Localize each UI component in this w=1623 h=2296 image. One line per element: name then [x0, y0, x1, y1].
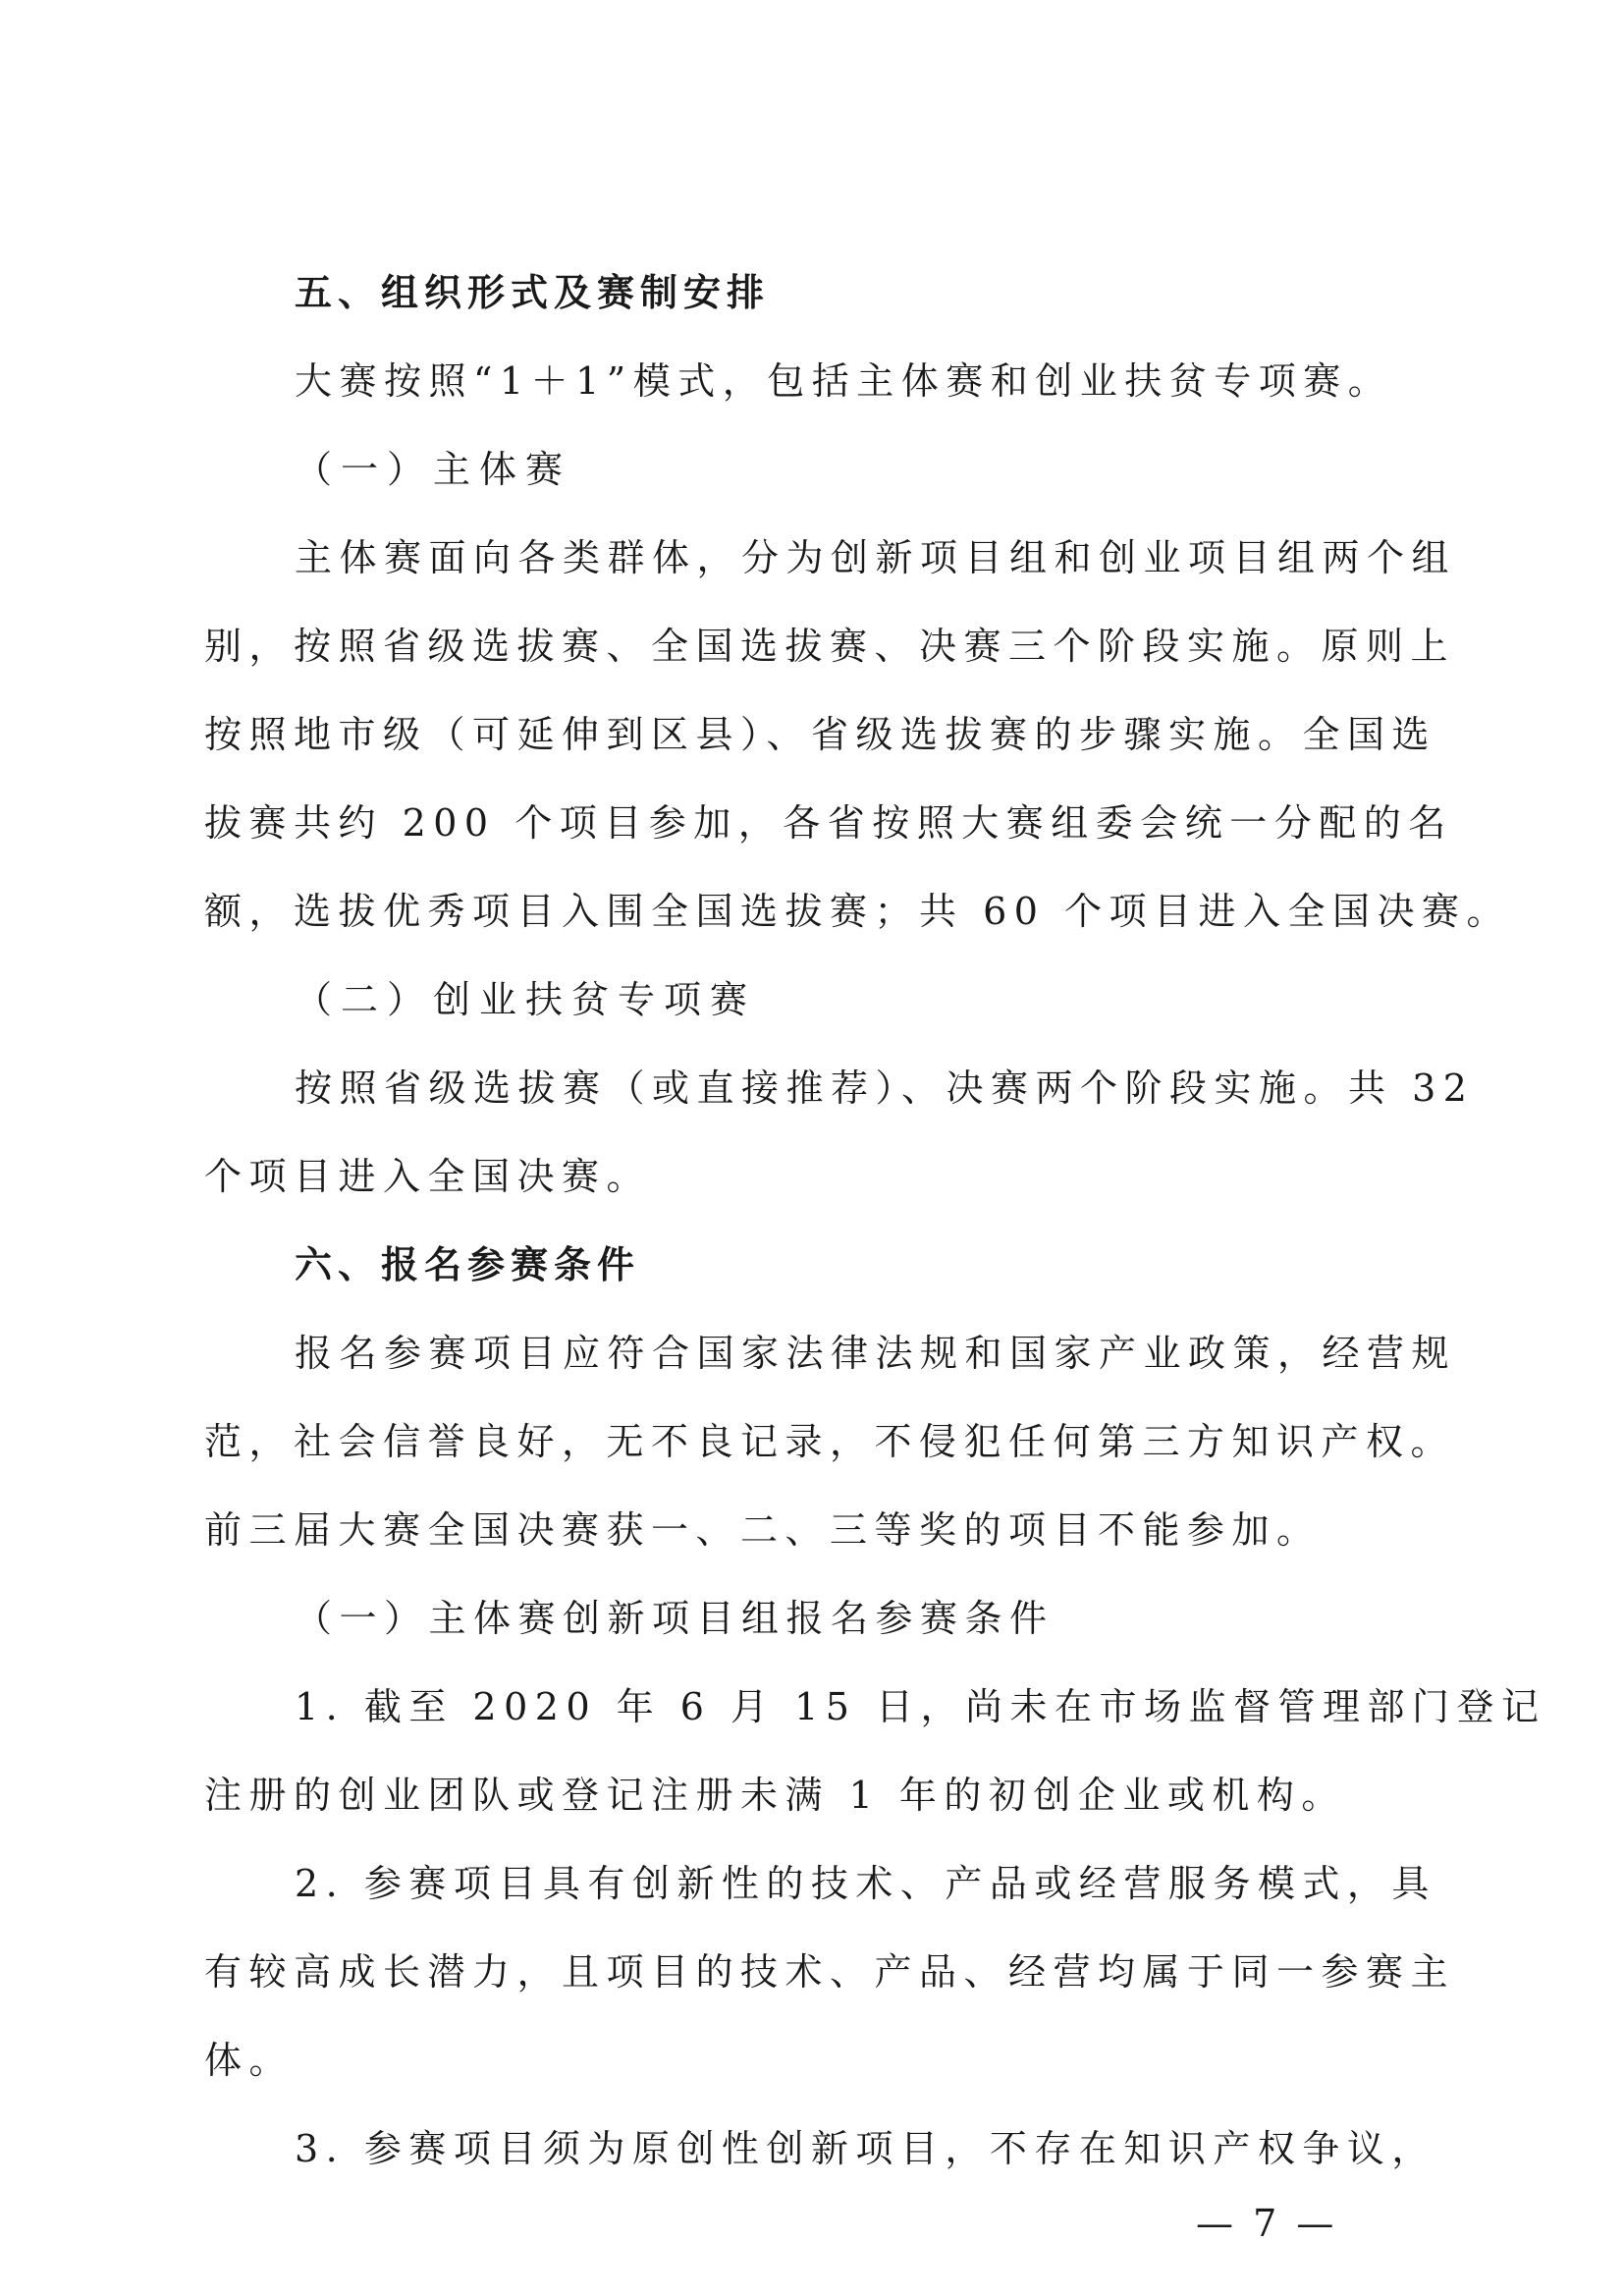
list-item-line: 有较高成长潜力，且项目的技术、产品、经营均属于同一参赛主 — [204, 1950, 1456, 1994]
paragraph-line: 额，选拔优秀项目入围全国选拔赛；共 60 个项目进入全国决赛。 — [204, 890, 1512, 933]
paragraph-line: 范，社会信誉良好，无不良记录，不侵犯任何第三方知识产权。 — [204, 1420, 1456, 1463]
subsection-title-main-competition: （一）主体赛 — [295, 448, 572, 491]
paragraph-line: 别，按照省级选拔赛、全国选拔赛、决赛三个阶段实施。原则上 — [204, 625, 1456, 668]
paragraph-line: 报名参赛项目应符合国家法律法规和国家产业政策，经营规 — [295, 1332, 1457, 1375]
section-heading-organization: 五、组织形式及赛制安排 — [295, 271, 771, 314]
page-number: — 7 — — [1196, 2202, 1338, 2245]
paragraph-line: 按照省级选拔赛（或直接推荐）、决赛两个阶段实施。共 32 — [295, 1066, 1475, 1110]
paragraph-line: 前三届大赛全国决赛获一、二、三等奖的项目不能参加。 — [204, 1508, 1322, 1552]
list-item-line: 3. 参赛项目须为原创性创新项目，不存在知识产权争议， — [295, 2127, 1436, 2170]
list-item-line: 注册的创业团队或登记注册未满 1 年的初创企业或机构。 — [204, 1774, 1346, 1817]
subsection-title-innovation-group: （一）主体赛创新项目组报名参赛条件 — [295, 1597, 1055, 1640]
paragraph-line: 拔赛共约 200 个项目参加，各省按照大赛组委会统一分配的名 — [204, 801, 1453, 845]
paragraph-line: 主体赛面向各类群体，分为创新项目组和创业项目组两个组 — [295, 536, 1457, 579]
list-item-line: 体。 — [204, 2039, 295, 2082]
paragraph-line: 大赛按照“1＋1”模式，包括主体赛和创业扶贫专项赛。 — [295, 359, 1393, 403]
paragraph-line: 按照地市级（可延伸到区县）、省级选拔赛的步骤实施。全国选 — [204, 713, 1437, 756]
list-item-line: 2. 参赛项目具有创新性的技术、产品或经营服务模式，具 — [295, 1862, 1436, 1905]
list-item-line: 1. 截至 2020 年 6 月 15 日，尚未在市场监督管理部门登记 — [295, 1685, 1546, 1728]
section-heading-eligibility: 六、报名参赛条件 — [295, 1243, 641, 1286]
paragraph-line: 个项目进入全国决赛。 — [204, 1155, 652, 1198]
subsection-title-poverty-alleviation: （二）创业扶贫专项赛 — [295, 978, 757, 1021]
